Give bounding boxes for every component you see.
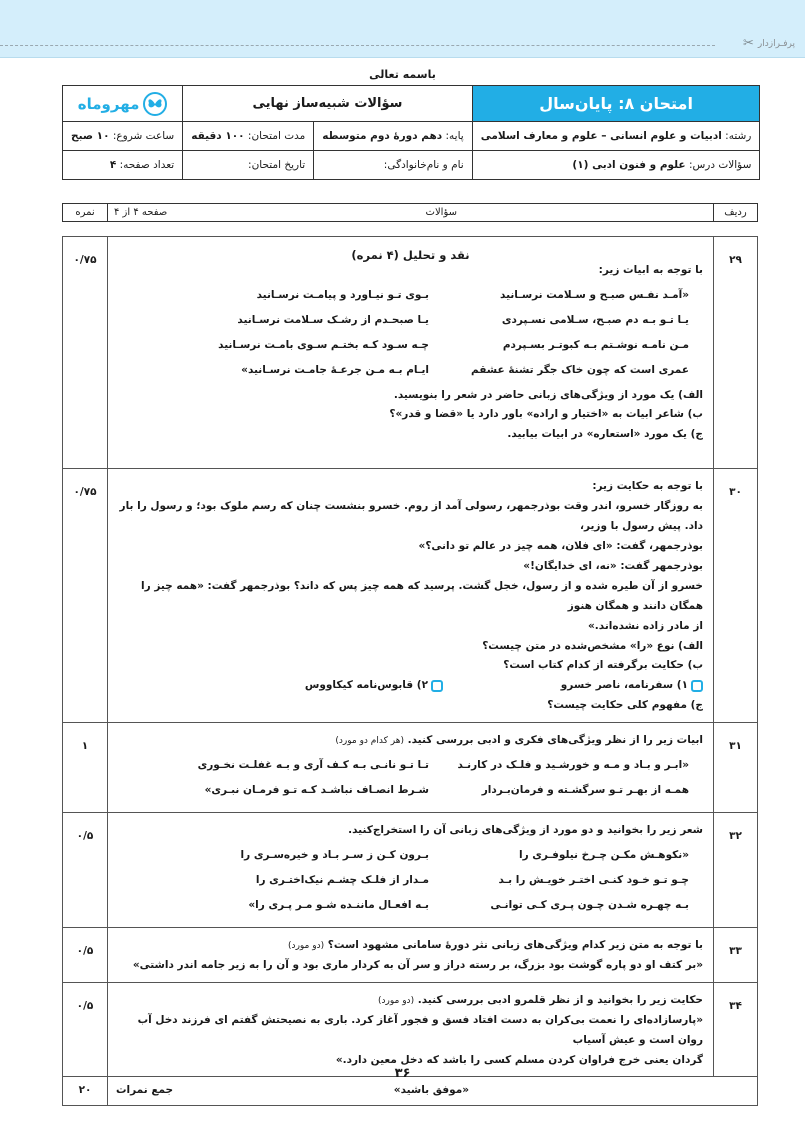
verse: «نکوهـش مکـن چـرخ نیلوفـری را بـرون کـن ز سـر بـاد و خیره‌سـری را <box>240 849 689 861</box>
course-info: سؤالات درس: علوم و فنون ادبی (۱) <box>472 151 760 180</box>
question-number: ۳۴ <box>714 982 758 1077</box>
question-number: ۳۳ <box>714 927 758 982</box>
question-part: ب) حکایت برگرفته از کدام کتاب است؟ <box>503 659 703 672</box>
question-intro: حکایت زیر را بخوانید و از نظر قلمرو ادبی بررسی کنید. (دو مورد) <box>378 993 703 1006</box>
story-line: «بر کتف او دو پاره گوشت بود بزرگ، بر رسته دراز و سر آن به کردار ماری بود و آن را به زیر جامه اندر داشتی» <box>132 958 703 971</box>
question-33 <box>63 927 758 982</box>
question-number: ۳۱ <box>714 723 758 813</box>
simulator-title: سؤالات شبیه‌ساز نهایی <box>183 86 473 122</box>
section-title: نقد و تحلیل (۴ نمره) <box>351 248 470 262</box>
good-luck: «موفق باشید» <box>393 1084 469 1097</box>
total-row <box>63 1077 758 1106</box>
name-field[interactable]: نام و نام‌خانوادگی: <box>314 151 473 180</box>
story-line: «پارسازاده‌ای را نعمت بی‌کران به دست افتاد فسق و فجور آغاز کرد. باری به نصیحتش گفتم ای فرزند دخل آب روان است و عیش آسیاب <box>137 1013 703 1046</box>
column-row: ردیف <box>713 204 757 221</box>
story-line: بوذرجمهر گفت: «نه، ای خدایگان!» <box>523 559 703 572</box>
question-score: ۰/۷۵ <box>63 469 108 723</box>
cut-label-text: پرفـرازدار <box>757 38 795 49</box>
verse: چـو تـو خـود کنـی اختـر خویـش را بـد مـدار از فلـک چشـم نیک‌اختـری را <box>255 873 689 886</box>
verse: «ابـر و بـاد و مـه و خورشـید و فلـک در کارنـد تـا تـو نانـی بـه کـف آری و بـه غفلـت نخـوری <box>197 759 689 772</box>
total-label-cell <box>108 1077 758 1106</box>
question-part: ب) شاعر ابیات به «اختیار و اراده» باور دارد یا «قضا و قدر»؟ <box>389 408 703 421</box>
verse: عمری است که چون خاک جگر تشنهٔ عشقم ایـام بـه مـن جرعـهٔ جامـت نرسـانید» <box>241 363 689 376</box>
question-score: ۰/۵ <box>63 982 108 1077</box>
question-29 <box>63 237 758 469</box>
question-score: ۰/۵ <box>63 927 108 982</box>
verse: یـا تـو بـه دم صبـح، سـلامی نسـپردی یـا صبحـدم از رشـک سـلامت نرسـانید <box>237 313 689 326</box>
brand-logo <box>63 86 183 122</box>
question-intro: شعر زیر را بخوانید و دو مورد از ویژگی‌های زبانی آن را استخراج‌کنید. <box>348 824 703 837</box>
question-body <box>108 927 714 982</box>
question-score: ۰/۷۵ <box>63 237 108 469</box>
question-31 <box>63 723 758 813</box>
story-line: گردان یعنی خرج فراوان کردن مسلم کسی را باشد که دخل معین دارد.» <box>335 1053 703 1066</box>
question-part: الف) نوع «را» مشخص‌شده در متن چیست؟ <box>482 639 703 652</box>
date-field[interactable]: تاریخ امتحان: <box>183 151 314 180</box>
story-line: بوذرجمهر، گفت: «ای فلان، همه چیز در عالم تو دانی؟» <box>418 539 703 552</box>
column-score: نمره <box>63 204 108 221</box>
question-body <box>108 813 714 928</box>
column-questions: سؤالات صفحه ۴ از ۴ <box>114 207 457 218</box>
story-line: از مادر زاده نشده‌اند.» <box>588 619 703 632</box>
option-2[interactable]: ۲) قابوس‌نامه کیکاووس <box>183 676 443 696</box>
verse: «آمـد نفـس صبـح و سـلامت نرسـانید بـوی تـو نیـاورد و پیامـت نرسـانید <box>256 288 689 301</box>
cut-label <box>743 36 795 51</box>
verse: همـه از بهـر تـو سرگشـته و فرمان‌بـردار شـرط انصـاف نباشـد کـه تـو فرمـان نبـری» <box>204 784 689 797</box>
question-body <box>108 237 714 469</box>
pages-info: تعداد صفحه: ۴ <box>63 151 183 180</box>
checkbox-icon[interactable] <box>691 680 703 692</box>
question-body <box>108 982 714 1077</box>
verse: بـه چهـره شـدن چـون پـری کـی توانـی بـه افعـال ماننـده شـو مـر پـری را» <box>248 898 689 911</box>
bismillah: باسمه تعالی <box>369 68 436 81</box>
question-number: ۲۹ <box>714 237 758 469</box>
question-30 <box>63 469 758 723</box>
duration-info: مدت امتحان: ۱۰۰ دقیقه <box>183 122 314 151</box>
questions-table <box>62 236 758 1106</box>
question-intro: با توجه به متن زیر کدام ویژگی‌های زبانی نثر دورهٔ سامانی مشهود است؟ (دو مورد) <box>288 938 703 951</box>
brand-name: مهروماه <box>77 94 140 113</box>
checkbox-icon[interactable] <box>431 680 443 692</box>
verse: مـن نامـه نوشـتم بـه کبوتـر بسـپردم چـه سـود کـه بختـم سـوی بامـت نرسـانید <box>218 338 689 351</box>
question-intro: با توجه به حکایت زیر: <box>592 480 703 492</box>
start-info: ساعت شروع: ۱۰ صبح <box>63 122 183 151</box>
story-line: خسرو از آن طیره شده و از رسول، خجل گشت. پرسید که همه چیز پس که داند؟ بوذرجمهر گفت: «همه چیز را همگان دانند و همگان هنوز <box>141 579 703 612</box>
question-body <box>108 723 714 813</box>
exam-header <box>62 85 760 180</box>
question-32 <box>63 813 758 928</box>
cut-band <box>0 0 805 58</box>
page-indicator: صفحه ۴ از ۴ <box>114 207 168 218</box>
butterfly-icon <box>143 92 167 116</box>
column-headers <box>62 203 758 222</box>
story-line: به روزگار خسرو، اندر وقت بوذرجمهر، رسولی آمد از روم. خسرو بنشست چنان که رسم ملوک بود؛ و رسول را بار داد. پیش رسول با وزیر، <box>119 499 703 532</box>
question-part: الف) یک مورد از ویژگی‌های زبانی حاضر در شعر را بنویسید. <box>393 388 703 401</box>
scissors-icon: ✂ <box>743 36 754 51</box>
field-info: رشته: ادبیات و علوم انسانی – علوم و معارف اسلامی <box>472 122 760 151</box>
option-1[interactable]: ۱) سفرنامه، ناصر خسرو <box>443 676 703 696</box>
question-score: ۰/۵ <box>63 813 108 928</box>
question-score: ۱ <box>63 723 108 813</box>
question-body <box>108 469 714 723</box>
question-number: ۳۰ <box>714 469 758 723</box>
question-part: ج) مفهوم کلی حکایت چیست؟ <box>547 699 703 712</box>
grade-info: پایه: دهم دورهٔ دوم متوسطه <box>314 122 473 151</box>
options <box>118 676 703 696</box>
page-number: ۳۶ <box>394 1066 411 1081</box>
question-intro: ابیات زیر را از نظر ویژگی‌های فکری و ادبی بررسی کنید. (هر کدام دو مورد) <box>335 734 703 747</box>
total-value: ۲۰ <box>63 1077 108 1106</box>
cut-line <box>0 45 715 46</box>
question-intro: با توجه به ابیات زیر: <box>598 263 703 276</box>
exam-title: امتحان ۸: پایان‌سال <box>472 86 760 122</box>
question-part: ج) یک مورد «استعاره» در ابیات بیابید. <box>507 428 703 441</box>
total-label: جمع نمرات <box>116 1084 174 1097</box>
question-34 <box>63 982 758 1077</box>
question-number: ۳۲ <box>714 813 758 928</box>
